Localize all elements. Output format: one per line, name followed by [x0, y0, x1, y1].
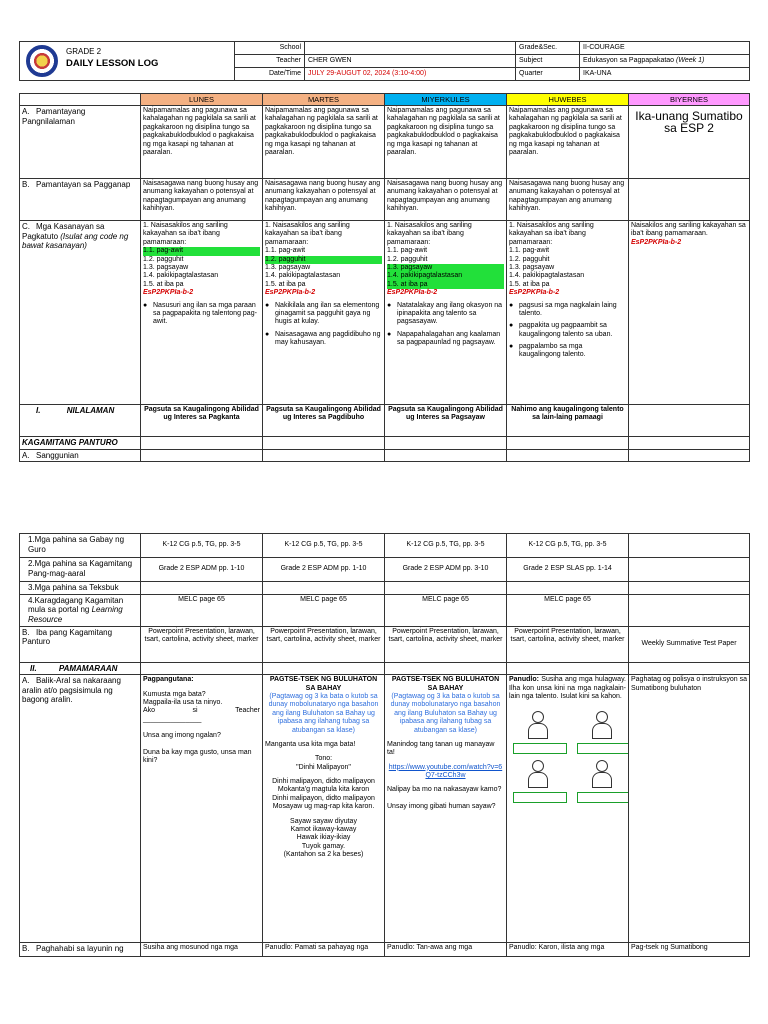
thu-content [507, 437, 629, 450]
mon-line: Duna ba kay mga gusto, unsa man kini? [143, 748, 252, 764]
mon-content: MELC page 65 [141, 594, 263, 626]
row-balik-aral [20, 675, 750, 943]
thu-instruction [509, 676, 626, 701]
fri-content: Pag-tsek ng Sumatibong [629, 943, 750, 957]
daily-lesson-log-title: DAILY LESSON LOG [66, 57, 159, 69]
skill-item: 1.4. pakikipagtalastasan [509, 272, 585, 280]
row-label-note: (Isulat ang code ng bawat kasanayan) [22, 231, 129, 251]
thu-content [507, 582, 629, 595]
mon-teacher: Teacher [235, 707, 260, 715]
tue-content: MELC page 65 [263, 594, 385, 626]
mon-content: Naipamamalas ang pagunawa sa kahalagahan ng pagkilala sa sarili at pagkakaroon ng disiplina tungo sa pagkakabuklodbuklod o pagkakaisa ng mga kasapi ng tahanan at paaralan. [141, 106, 263, 179]
objective-bullet: ● Naisasagawa ang pagdidibuho ng may kahusayan. [265, 331, 382, 348]
wed-content: Grade 2 ESP ADM pp. 3-10 [385, 558, 507, 582]
wed-content: K-12 CG p.5, TG, pp. 3-5 [385, 534, 507, 558]
talent-picture [513, 709, 569, 739]
skill-item: 1.2. pagguhit [509, 255, 550, 263]
subject-value [580, 55, 750, 68]
skill-intro: 1. Naisasakilos ang sariling kakayahan sa iba't ibang pamamaraan: [387, 222, 472, 246]
thu-content [507, 449, 629, 462]
row-label-text: Mga Kasanayan sa Pagkatuto [22, 222, 105, 241]
wed-content: Naisasagawa nang buong husay ang anumang kakayahan o potensyal at napagtagumpayan ang anumang kahihiyan. [385, 179, 507, 221]
thu-content: Naipamamalas ang pagunawa sa kahalagahan ng pagkilala sa sarili at pagkakaroon ng disiplina tungo sa pagkakabuklodbuklod o pagkakaisa ng mga kasapi ng tahanan at paaralan. [507, 106, 629, 179]
tue-lyric: Mokanta'g magtula kita karon [277, 786, 370, 794]
row-pamantayang-pangnilalaman [20, 106, 750, 179]
wed-content: Naipamamalas ang pagunawa sa kahalagahan ng pagkilala sa sarili at pagkakaroon ng disiplina tungo sa pagkakabuklodbuklod o pagkakaisa ng mga kasapi ng tahanan at paaralan. [385, 106, 507, 179]
skill-item: 1.1. pag-awit [509, 247, 550, 255]
skill-intro: 1. Naisasakilos ang sariling kakayahan sa iba't ibang pamamaraan: [509, 222, 594, 246]
row-label-text: Sanggunian [36, 450, 79, 460]
tue-lyric: Kamot ikaway-kaway [290, 826, 357, 834]
row-label [20, 675, 141, 943]
mon-content [141, 662, 263, 675]
row-paghahabi [20, 943, 750, 957]
row-label-text: Balik-Aral sa nakaraang aralin at/o pagsisimula ng bagong aralin. [22, 676, 121, 705]
skill-item: 1.2. pagguhit [387, 255, 428, 263]
wed-title: PAGTSE-TSEK NG BULUHATON SA BAHAY [391, 676, 500, 692]
tue-content [263, 221, 385, 405]
row-label [20, 405, 141, 437]
skill-item: 1.4. pakikipagtalastasan [143, 272, 219, 280]
talent-picture [577, 758, 629, 788]
datetime-label: Date/Time [235, 68, 305, 81]
tue-tono: Tono: [314, 755, 333, 763]
row-gabay-guro [20, 534, 750, 558]
objective-bullet: ● Nakikilala ang ilan sa elementong ginagamit sa pagguhit gaya ng hugis at kulay. [265, 302, 382, 327]
child-singing-icon [525, 709, 551, 739]
talent-pictures [509, 709, 626, 803]
wed-content [385, 449, 507, 462]
answer-box[interactable] [513, 743, 567, 754]
tue-content: Grade 2 ESP ADM pp. 1-10 [263, 558, 385, 582]
thu-content: Naisasagawa nang buong husay ang anumang kakayahan o potensyal at napagtagumpayan ang anumang kahihiyan. [507, 179, 629, 221]
teacher-label: Teacher [235, 55, 305, 68]
objective-bullet: ● Napapahalagahan ang kaalaman sa pagpapaunlad ng pagsayaw. [387, 331, 504, 348]
row-iba-pang-kagamitan [20, 626, 750, 662]
thu-content: Nahimo ang kaugalingong talento sa lain-laing pamaagi [507, 405, 629, 437]
row-teksbuk [20, 582, 750, 595]
lesson-table-page1 [19, 93, 750, 462]
skill-item: 1.3. pagsayaw [387, 264, 504, 272]
mon-content [141, 675, 263, 943]
wed-line: Unsay imong gibati human sayaw? [387, 802, 496, 810]
tue-title: PAGTSE-TSEK NG BULUHATON SA BAHAY [269, 676, 378, 692]
tue-lyric: Dinhi malipayon, didto malipayon [272, 778, 375, 786]
row-letter: A. [22, 107, 30, 116]
mon-line: Kumusta mga bata? [143, 690, 206, 698]
row-num: II. [30, 663, 37, 673]
fri-content [629, 449, 750, 462]
answer-box[interactable] [513, 792, 567, 803]
skill-intro: 1. Naisasakilos ang sariling kakayahan sa iba't ibang pamamaraan: [143, 222, 228, 246]
wed-note: (Pagtawag og 3 ka bata o kutob sa dunay mobolunataryo nga basahon ang ilang Buluhaton sa Bahay ug ipabasa ang ilahang tubag sa atubangan sa klase) [390, 692, 501, 734]
mon-content [141, 449, 263, 462]
thu-title: Panudlo: [509, 676, 539, 684]
row-label-text: Pamantayan sa Pagganap [36, 180, 131, 189]
wed-content [385, 582, 507, 595]
deped-seal-icon [26, 45, 58, 77]
mon-content: Pagsuta sa Kaugalingong Abilidad ug Interes sa Pagkanta [141, 405, 263, 437]
objective-bullet: ● pagsusi sa mga nagkalain laing talento. [509, 302, 626, 319]
row-label: 3.Mga pahina sa Teksbuk [20, 582, 141, 595]
thu-content: Powerpoint Presentation, larawan, tsart, cartolina, activity sheet, marker [507, 626, 629, 662]
mon-content: Susiha ang mosunod nga mga [141, 943, 263, 957]
skill-item: 1.5. at iba pa [143, 280, 184, 288]
talent-picture [513, 758, 569, 788]
fri-content [629, 437, 750, 450]
thu-content [507, 675, 629, 943]
row-label [20, 221, 141, 405]
row-letter: B. [22, 627, 30, 637]
row-num: I. [36, 406, 41, 415]
tue-content: Naisasagawa nang buong husay ang anumang kakayahan o potensyal at napagtagumpayan ang anumang kahihiyan. [263, 179, 385, 221]
tue-content: K-12 CG p.5, TG, pp. 3-5 [263, 534, 385, 558]
row-letter: A. [22, 450, 30, 460]
wed-content-line: ug Interes sa Pagsayaw [406, 414, 485, 422]
wed-content [385, 437, 507, 450]
tue-lyric: Sayaw sayaw diyutay [290, 817, 357, 825]
skill-item: 1.5. at iba pa [265, 280, 306, 288]
wed-content [385, 405, 507, 437]
row-label: KAGAMITANG PANTURO [20, 437, 141, 450]
wed-content-line: Pagsuta sa Kaugalingong Abilidad [388, 406, 503, 413]
row-label [20, 662, 141, 675]
skill-item: 1.3. pagsayaw [265, 263, 311, 271]
mon-content [141, 221, 263, 405]
fri-content: Paghatag og polisya o instruksyon sa Sumatibong buluhaton [629, 675, 750, 943]
tue-note: (Pagtawag og 3 ka bata o kutob sa dunay mobolunataryo nga basahon ang ilang Buluhaton sa Bahay ug ipabasa ang ilahang tubag sa atubangan sa klase) [268, 692, 379, 734]
fri-content [629, 582, 750, 595]
subject-text: Edukasyon sa Pagpapakatao [583, 56, 675, 64]
row-label-note: Learning Resource [28, 605, 123, 624]
child-talking-icon [589, 758, 615, 788]
row-letter: A. [22, 676, 30, 686]
tue-content: Panudlo: Pamati sa pahayag nga [263, 943, 385, 957]
child-drawing-icon [589, 709, 615, 739]
row-pamantayan-pagganap [20, 179, 750, 221]
fri-content [629, 221, 750, 405]
skill-item: 1.2. pagguhit [143, 255, 184, 263]
thu-text: Susiha ang mga hulagway. Ilha kon unsa kini na mga nagkalain-lain nga talento. Isulat kini sa kahon. [509, 676, 626, 700]
skill-item: 1.2. pagguhit [265, 256, 382, 264]
mon-content [141, 582, 263, 595]
thu-content [507, 662, 629, 675]
wed-content: Panudlo: Tan-awa ang mga [385, 943, 507, 957]
row-letter: B. [22, 944, 30, 954]
thu-content [507, 221, 629, 405]
thu-content: Panudlo: Karon, ilista ang mga [507, 943, 629, 957]
objective-bullet: ● Natatalakay ang ilang okasyon na ipinapakita ang talento sa pagsasayaw. [387, 302, 504, 327]
row-karagdagang-kagamitan [20, 594, 750, 626]
wed-content [385, 675, 507, 943]
row-label: 2.Mga pahina sa Kagamitang Pang-mag-aaral [20, 558, 141, 582]
grade-label: GRADE 2 [66, 47, 102, 56]
mon-title: Pagpangutana: [143, 676, 194, 684]
teacher-value: CHER GWEN [305, 55, 516, 68]
fri-skill-code: EsP2PKPIa-b-2 [631, 238, 682, 246]
mon-blank: _______________ [143, 715, 202, 723]
thu-content: MELC page 65 [507, 594, 629, 626]
mon-content [141, 437, 263, 450]
skill-item: 1.1. pag-awit [143, 247, 260, 255]
tue-content [263, 437, 385, 450]
school-value [305, 42, 516, 55]
grade-sec-label: Grade&Sec. [516, 42, 580, 55]
objective-bullet: ● Nasusuri ang ilan sa mga paraan sa pagpapakita ng talentong pag-awit. [143, 302, 260, 327]
tue-lyric: Dinhi malipayon, didto malipayon [272, 794, 375, 802]
tue-end: (Kantahon sa 2 ka beses) [283, 851, 364, 859]
row-label-text: Paghahabi sa layunin ng [36, 944, 124, 954]
talent-picture [577, 709, 629, 739]
mon-line: Unsa ang imong ngalan? [143, 732, 221, 740]
row-kasanayan [20, 221, 750, 405]
mon-content: Grade 2 ESP ADM pp. 1-10 [141, 558, 263, 582]
lesson-table-page2 [19, 533, 750, 957]
header-table [19, 41, 750, 81]
tue-content [263, 662, 385, 675]
tue-content: Powerpoint Presentation, larawan, tsart, cartolina, activity sheet, marker [263, 626, 385, 662]
school-label: School [235, 42, 305, 55]
row-label-text: 4.Karagdagang Kagamitan mula sa portal ng [28, 595, 124, 615]
wed-line: Manindog tang tanan ug manayaw ta! [387, 740, 495, 757]
fri-content: Weekly Summative Test Paper [629, 626, 750, 662]
row-pamamaraan [20, 662, 750, 675]
subject-label: Subject [516, 55, 580, 68]
skill-item: 1.3. pagsayaw [143, 263, 189, 271]
logo-cell [20, 42, 235, 81]
tue-lyric: Hawak ikiay-ikiay [296, 834, 351, 842]
skill-code: EsP2PKPIa-b-2 [509, 289, 560, 297]
mon-content: Powerpoint Presentation, larawan, tsart, cartolina, activity sheet, marker [141, 626, 263, 662]
skill-item: 1.4. pakikipagtalastasan [387, 272, 504, 280]
fri-skill: Naisakilos ang sariling kakayahan sa iba't ibang pamamaraan. [631, 222, 746, 238]
row-label [20, 626, 141, 662]
row-nilalaman [20, 405, 750, 437]
row-label [20, 449, 141, 462]
row-sanggunian [20, 449, 750, 462]
row-letter: C. [22, 222, 30, 231]
row-label [20, 594, 141, 626]
day-header-row [20, 94, 750, 106]
row-letter: B. [22, 180, 30, 189]
wed-line: Nalipay ba mo na nakasayaw kamo? [387, 786, 502, 794]
skill-item: 1.5. at iba pa [387, 281, 504, 289]
fri-content [629, 558, 750, 582]
wed-content: MELC page 65 [385, 594, 507, 626]
thu-content: K-12 CG p.5, TG, pp. 3-5 [507, 534, 629, 558]
row-label-text: Pamantayang Pangnilalaman [22, 107, 86, 126]
wed-content [385, 662, 507, 675]
day-header-mon: LUNES [141, 94, 263, 106]
tue-song: "Dinhi Malipayon" [296, 763, 351, 771]
fri-content [629, 662, 750, 675]
skill-item: 1.5. at iba pa [509, 280, 550, 288]
row-label [20, 106, 141, 179]
tue-lyric: Tuyok gamay. [301, 842, 346, 850]
mon-intro-line [143, 707, 260, 715]
skill-code: EsP2PKPIa-b-2 [143, 289, 194, 297]
objective-bullet: ● pagpalambo sa mga kaugalingong talento. [509, 343, 626, 360]
objective-bullet: ● pagpakita ug pagpaambit sa kaugalingong talento sa uban. [509, 322, 626, 339]
wed-content: Powerpoint Presentation, larawan, tsart, cartolina, activity sheet, marker [385, 626, 507, 662]
row-label: 1.Mga pahina sa Gabay ng Guro [20, 534, 141, 558]
skill-item: 1.3. pagsayaw [509, 263, 555, 271]
log-title [66, 47, 158, 69]
row-label-text: Iba pang Kagamitang Panturo [22, 627, 113, 647]
skill-item: 1.1. pag-awit [265, 247, 306, 255]
tue-line: Manganta usa kita mga bata! [265, 740, 356, 748]
grade-sec-value: II-COURAGE [580, 42, 750, 55]
skill-item: 1.1. pag-awit [387, 247, 428, 255]
tue-lyric: Mosayaw ug mag-rap kita karon. [272, 803, 375, 811]
quarter-label: Quarter [516, 68, 580, 81]
answer-box[interactable] [577, 792, 629, 803]
day-header-fri: BIYERNES [629, 94, 750, 106]
answer-box[interactable] [577, 743, 629, 754]
fri-summative-title: Ika-unang Sumatibo sa ESP 2 [629, 106, 750, 179]
thu-content: Grade 2 ESP SLAS pp. 1-14 [507, 558, 629, 582]
subject-week: (Week 1) [676, 56, 705, 64]
datetime-value: JULY 29-AUGUT 02, 2024 (3:10-4:00) [305, 68, 516, 81]
fri-content [629, 594, 750, 626]
skill-item: 1.4. pakikipagtalastasan [265, 272, 341, 280]
child-dancing-icon [525, 758, 551, 788]
skill-code: EsP2PKPIa-b-2 [387, 289, 438, 297]
day-header-wed: MIYERKULES [385, 94, 507, 106]
skill-code: EsP2PKPIa-b-2 [265, 289, 316, 297]
mon-content: Naisasagawa nang buong husay ang anumang kakayahan o potensyal at napagtagumpayan ang anumang kahihiyan. [141, 179, 263, 221]
day-header-blank [20, 94, 141, 106]
row-label [20, 179, 141, 221]
tue-content [263, 675, 385, 943]
mon-content: K-12 CG p.5, TG, pp. 3-5 [141, 534, 263, 558]
row-label-text: PAMAMARAAN [58, 663, 118, 673]
fri-content [629, 405, 750, 437]
fri-content [629, 534, 750, 558]
mon-line: Magpaila-ila usa ta ninyo. [143, 698, 223, 706]
row-kagamitang-panturo [20, 437, 750, 450]
row-kagamitang-aaral [20, 558, 750, 582]
fri-content [629, 179, 750, 221]
row-label-text: NILALAMAN [66, 406, 115, 415]
tue-content: Naipamamalas ang pagunawa sa kahalagahan ng pagkilala sa sarili at pagkakaroon ng disiplina tungo sa pagkakabuklodbuklod o pagkakaisa ng mga kasapi ng tahanan at paaralan. [263, 106, 385, 179]
day-header-tue: MARTES [263, 94, 385, 106]
wed-content [385, 221, 507, 405]
tue-content [263, 449, 385, 462]
tue-content [263, 582, 385, 595]
youtube-link[interactable]: https://www.youtube.com/watch?v=6Q7-tzCCh3w [388, 763, 503, 780]
mon-ako: Ako [143, 707, 156, 715]
skill-intro: 1. Naisasakilos ang sariling kakayahan sa iba't ibang pamamaraan: [265, 222, 350, 246]
day-header-thu: HUWEBES [507, 94, 629, 106]
tue-content: Pagsuta sa Kaugalingong Abilidad ug Interes sa Pagdibuho [263, 405, 385, 437]
row-label [20, 943, 141, 957]
quarter-value: IKA-UNA [580, 68, 750, 81]
mon-si: si [192, 707, 198, 715]
